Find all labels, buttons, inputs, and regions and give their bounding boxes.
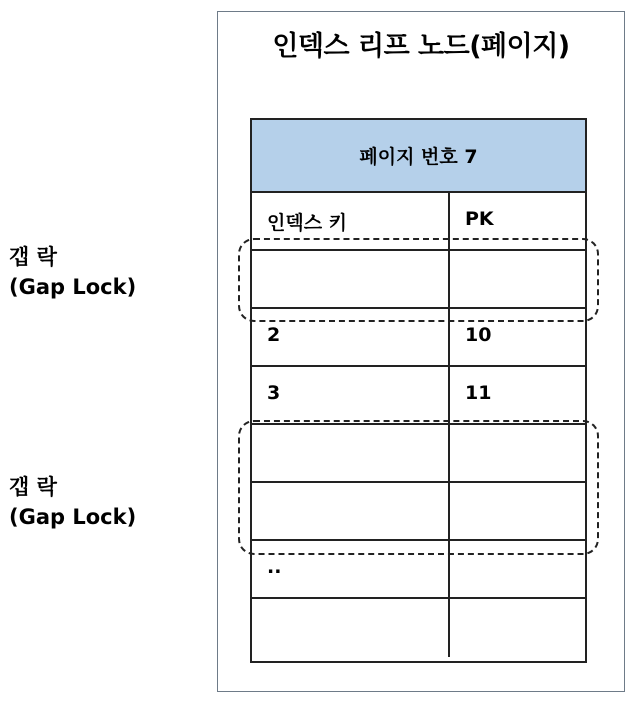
page-header: 페이지 번호 7 (252, 120, 585, 193)
gap-lock-region-2 (238, 420, 599, 555)
gap-lock-label-2 (9, 472, 136, 532)
row-key-cell (252, 599, 448, 657)
row-pk-cell: 11 (448, 367, 585, 423)
gap-lock-subtitle: (Gap Lock) (9, 505, 137, 529)
column-header-key: 인덱스 키 (267, 212, 348, 234)
row-pk-cell: 10 (448, 309, 585, 365)
gap-lock-label-1 (9, 242, 136, 302)
row-key-cell: 2 (267, 324, 281, 346)
table-row (252, 599, 585, 657)
gap-lock-subtitle: (Gap Lock) (9, 275, 137, 299)
node-title: 인덱스 리프 노드(페이지) (272, 31, 570, 62)
row-pk-cell (448, 599, 585, 657)
row-key-cell: .. (267, 556, 282, 578)
column-header-pk: PK (448, 193, 585, 249)
gap-lock-title: 갭 락 (9, 245, 57, 269)
gap-lock-title: 갭 락 (9, 475, 57, 499)
gap-lock-region-1 (238, 238, 599, 322)
table-row (252, 367, 585, 425)
page-table (250, 118, 587, 663)
row-key-cell: 3 (267, 382, 281, 404)
